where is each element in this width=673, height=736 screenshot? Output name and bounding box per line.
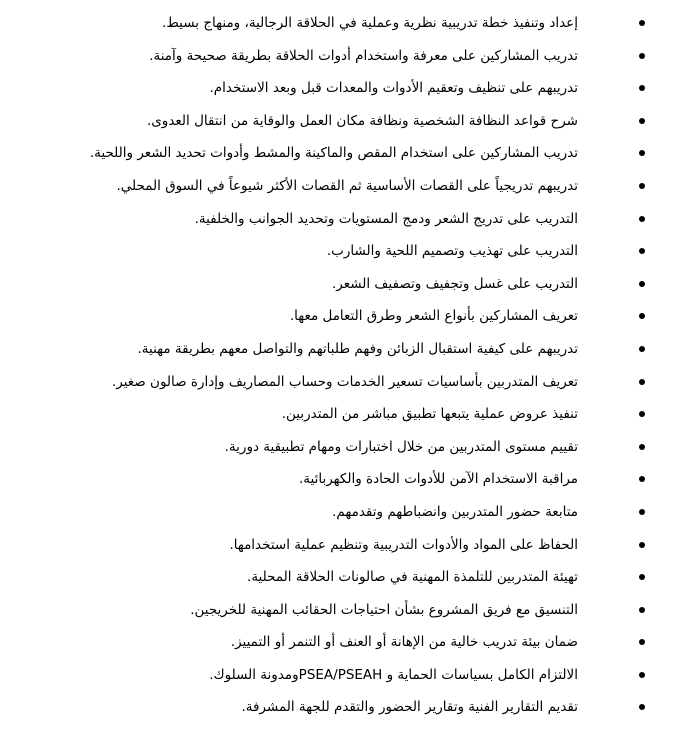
bullet-icon (639, 379, 645, 385)
bullet-icon (639, 118, 645, 124)
bullet-icon (639, 313, 645, 319)
bullet-icon (639, 476, 645, 482)
bullet-icon (639, 509, 645, 515)
list-item (20, 137, 645, 170)
bullet-icon (639, 346, 645, 352)
responsibilities-list (20, 7, 645, 724)
list-item (20, 366, 645, 399)
bullet-icon (639, 704, 645, 710)
list-item (20, 333, 645, 366)
list-item-text: تدريبهم على كيفية استقبال الزبائن وفهم طلباتهم والتواصل معهم بطريقة مهنية. (137, 340, 578, 357)
list-item-text: متابعة حضور المتدربين وانضباطهم وتقدمهم. (332, 503, 578, 520)
list-item (20, 659, 645, 692)
list-item (20, 496, 645, 529)
bullet-icon (639, 542, 645, 548)
list-item-text: التدريب على تدريج الشعر ودمج المستويات وتحديد الجوانب والخلفية. (194, 210, 578, 227)
list-item-text: تعريف المتدربين بأساسيات تسعير الخدمات وحساب المصاريف وإدارة صالون صغير. (111, 373, 578, 390)
bullet-icon (639, 85, 645, 91)
list-item-text: مراقبة الاستخدام الآمن للأدوات الحادة والكهربائية. (298, 471, 578, 488)
list-item (20, 561, 645, 594)
list-item-text: ضمان بيئة تدريب خالية من الإهانة أو العنف أو التنمر أو التمييز. (230, 634, 578, 651)
list-item (20, 463, 645, 496)
list-item (20, 431, 645, 464)
bullet-icon (639, 444, 645, 450)
list-item (20, 7, 645, 40)
list-item-text: تعريف المشاركين بأنواع الشعر وطرق التعامل معها. (289, 308, 578, 325)
bullet-icon (639, 574, 645, 580)
list-item-text: تقييم مستوى المتدربين من خلال اختبارات ومهام تطبيقية دورية. (224, 438, 578, 455)
bullet-icon (639, 216, 645, 222)
list-item (20, 626, 645, 659)
list-item (20, 72, 645, 105)
list-item-text: تقديم التقارير الفنية وتقارير الحضور والتقدم للجهة المشرفة. (241, 699, 578, 716)
list-item (20, 691, 645, 724)
list-item-text: شرح قواعد النظافة الشخصية ونظافة مكان العمل والوقاية من انتقال العدوى. (146, 112, 578, 129)
list-item-text: تدريبهم على تنظيف وتعقيم الأدوات والمعدات قبل وبعد الاستخدام. (209, 80, 578, 97)
list-item-text: تدريب المشاركين على استخدام المقص والماكينة والمشط وأدوات تحديد الشعر واللحية. (89, 145, 578, 162)
list-item (20, 203, 645, 236)
list-item-text: الحفاظ على المواد والأدوات التدريبية وتنظيم عملية استخدامها. (229, 536, 578, 553)
bullet-icon (639, 672, 645, 678)
bullet-icon (639, 607, 645, 613)
list-item (20, 40, 645, 73)
list-item (20, 170, 645, 203)
bullet-icon (639, 20, 645, 26)
bullet-icon (639, 281, 645, 287)
list-item-text: تدريبهم تدريجياً على القصات الأساسية ثم القصات الأكثر شيوعاً في السوق المحلي. (116, 177, 578, 194)
bullet-icon (639, 183, 645, 189)
bullet-icon (639, 150, 645, 156)
list-item-text: تدريب المشاركين على معرفة واستخدام أدوات الحلاقة بطريقة صحيحة وآمنة. (149, 47, 578, 64)
bullet-icon (639, 53, 645, 59)
list-item-text: التدريب على غسل وتجفيف وتصفيف الشعر. (331, 275, 578, 292)
list-item-text: الالتزام الكامل بسياسات الحماية و PSEA/PSEAHومدونة السلوك. (209, 666, 578, 683)
bullet-icon (639, 411, 645, 417)
list-item-text: تنفيذ عروض عملية يتبعها تطبيق مباشر من المتدربين. (281, 406, 578, 423)
list-item-text: التدريب على تهذيب وتصميم اللحية والشارب. (326, 243, 578, 260)
bullet-icon (639, 639, 645, 645)
list-item (20, 529, 645, 562)
list-item (20, 398, 645, 431)
list-item (20, 268, 645, 301)
list-item-text: تهيئة المتدربين للتلمذة المهنية في صالونات الحلاقة المحلية. (247, 569, 578, 586)
list-item (20, 594, 645, 627)
bullet-icon (639, 248, 645, 254)
list-item (20, 105, 645, 138)
list-item (20, 235, 645, 268)
list-item (20, 300, 645, 333)
list-item-text: التنسيق مع فريق المشروع بشأن احتياجات الحقائب المهنية للخريجين. (190, 601, 578, 618)
list-item-text: إعداد وتنفيذ خطة تدريبية نظرية وعملية في الحلاقة الرجالية، ومنهاج بسيط. (162, 15, 578, 31)
